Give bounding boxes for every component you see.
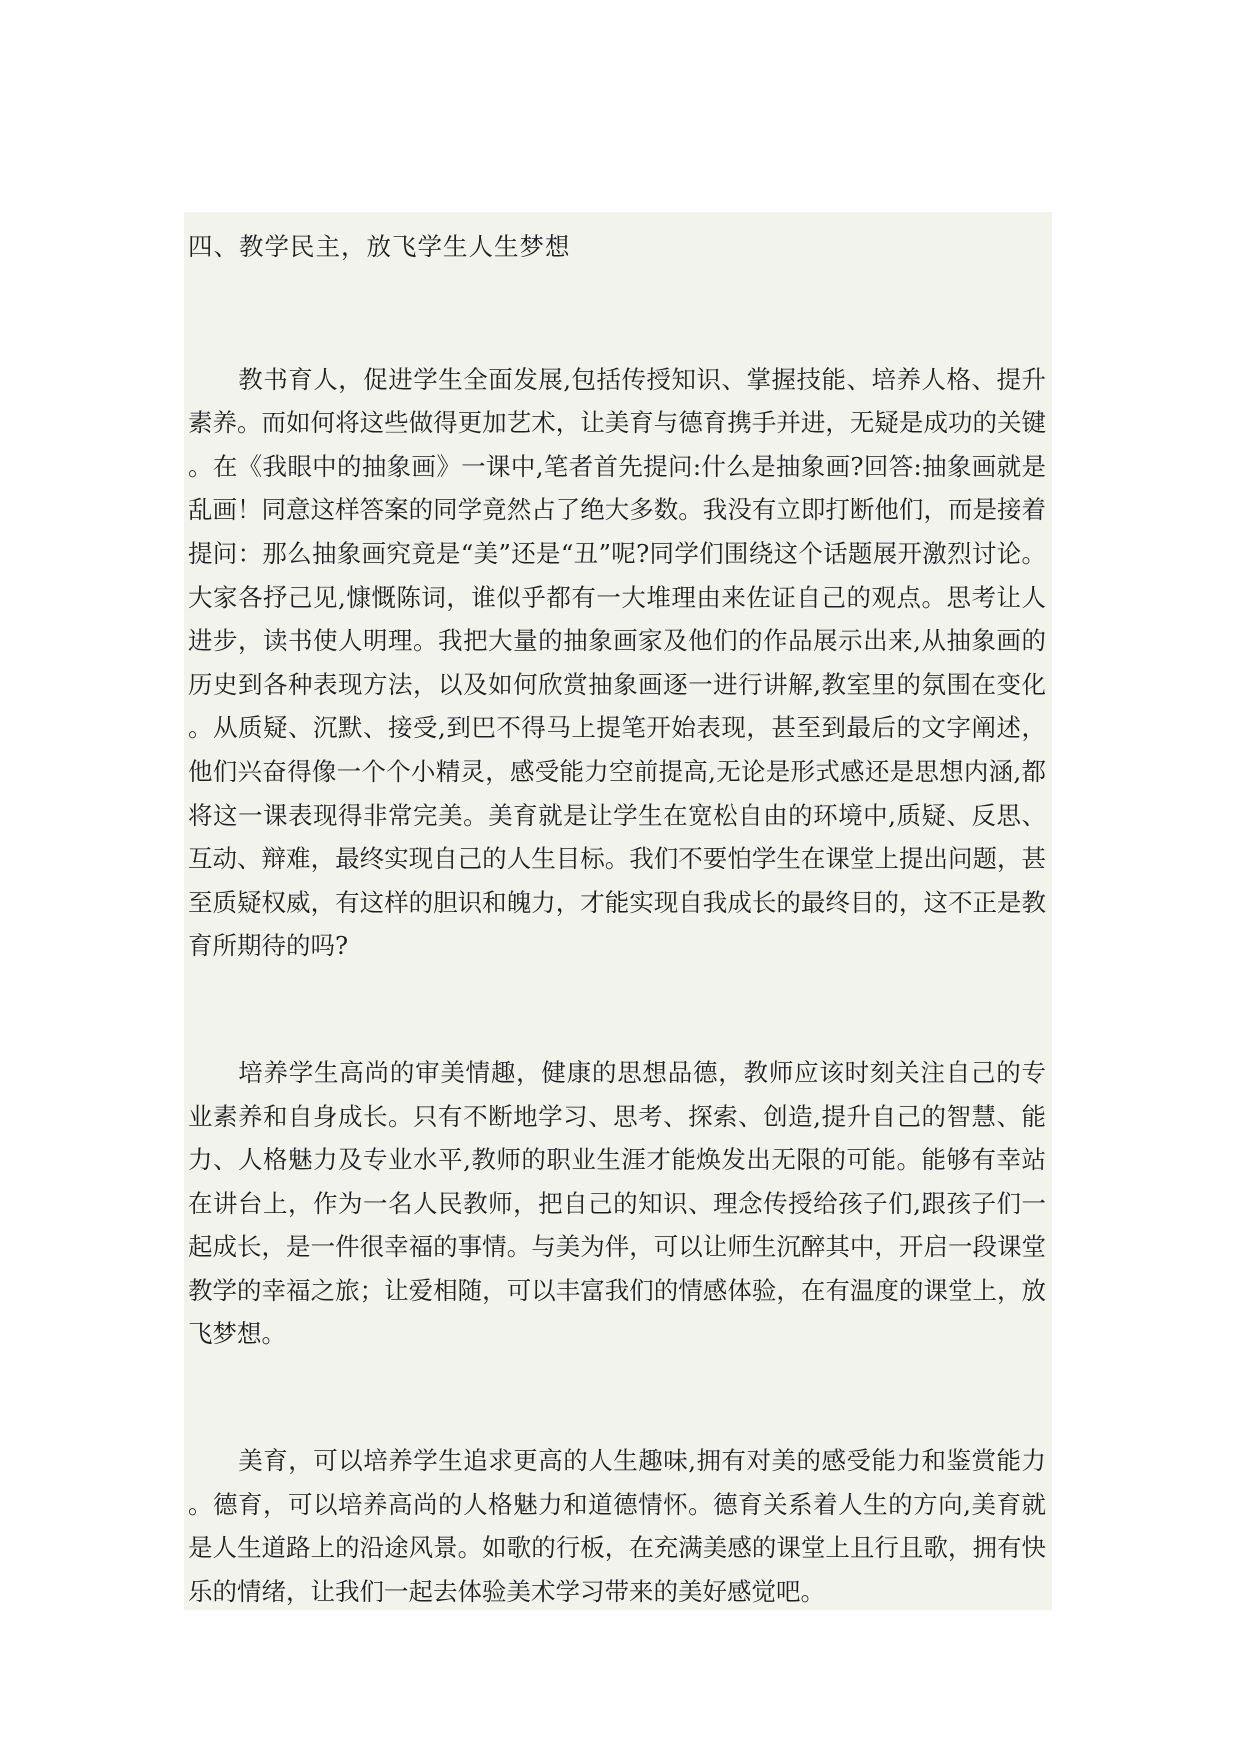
paragraph: 美育，可以培养学生追求更高的人生趣味,拥有对美的感受能力和鉴赏能力。德育，可以培养高尚的人格魅力和道德情怀。德育关系着人生的方向,美育就是人生道路上的沿途风景。如歌的行板，在充满美感的课堂上且行且歌，拥有快乐的情绪，让我们一起去体验美术学习带来的美好感觉吧。 <box>188 1446 1046 1606</box>
document-body <box>184 212 1052 1610</box>
paragraph: 教书育人，促进学生全面发展,包括传授知识、掌握技能、培养人格、提升素养。而如何将这些做得更加艺术，让美育与德育携手并进，无疑是成功的关键。在《我眼中的抽象画》一课中,笔者首先提问:什么是抽象画?回答:抽象画就是乱画！同意这样答案的同学竟然占了绝大多数。我没有立即打断他们，而是接着提问：那么抽象画究竟是“美”还是“丑”呢?同学们围绕这个话题展开激烈讨论。大家各抒己见,慷慨陈词，谁似乎都有一大堆理由来佐证自己的观点。思考让人进步，读书使人明理。我把大量的抽象画家及他们的作品展示出来,从抽象画的历史到各种表现方法，以及如何欣赏抽象画逐一进行讲解,教室里的氛围在变化。从质疑、沉默、接受,到巴不得马上提笔开始表现，甚至到最后的文字阐述，他们兴奋得像一个个小精灵，感受能力空前提高,无论是形式感还是思想内涵,都将这一课表现得非常完美。美育就是让学生在宽松自由的环境中,质疑、反思、互动、辩难，最终实现自己的人生目标。我们不要怕学生在课堂上提出问题，甚至质疑权威，有这样的胆识和魄力，才能实现自我成长的最终目的，这不正是教育所期待的吗? <box>188 364 1046 961</box>
section-heading: 四、教学民主，放飞学生人生梦想 <box>188 232 571 261</box>
paragraph: 培养学生高尚的审美情趣，健康的思想品德，教师应该时刻关注自己的专业素养和自身成长。只有不断地学习、思考、探索、创造,提升自己的智慧、能力、人格魅力及专业水平,教师的职业生涯才能焕发出无限的可能。能够有幸站在讲台上，作为一名人民教师，把自己的知识、理念传授给孩子们,跟孩子们一起成长，是一件很幸福的事情。与美为伴，可以让师生沉醉其中，开启一段课堂教学的幸福之旅；让爱相随，可以丰富我们的情感体验，在有温度的课堂上，放飞梦想。 <box>188 1057 1046 1349</box>
